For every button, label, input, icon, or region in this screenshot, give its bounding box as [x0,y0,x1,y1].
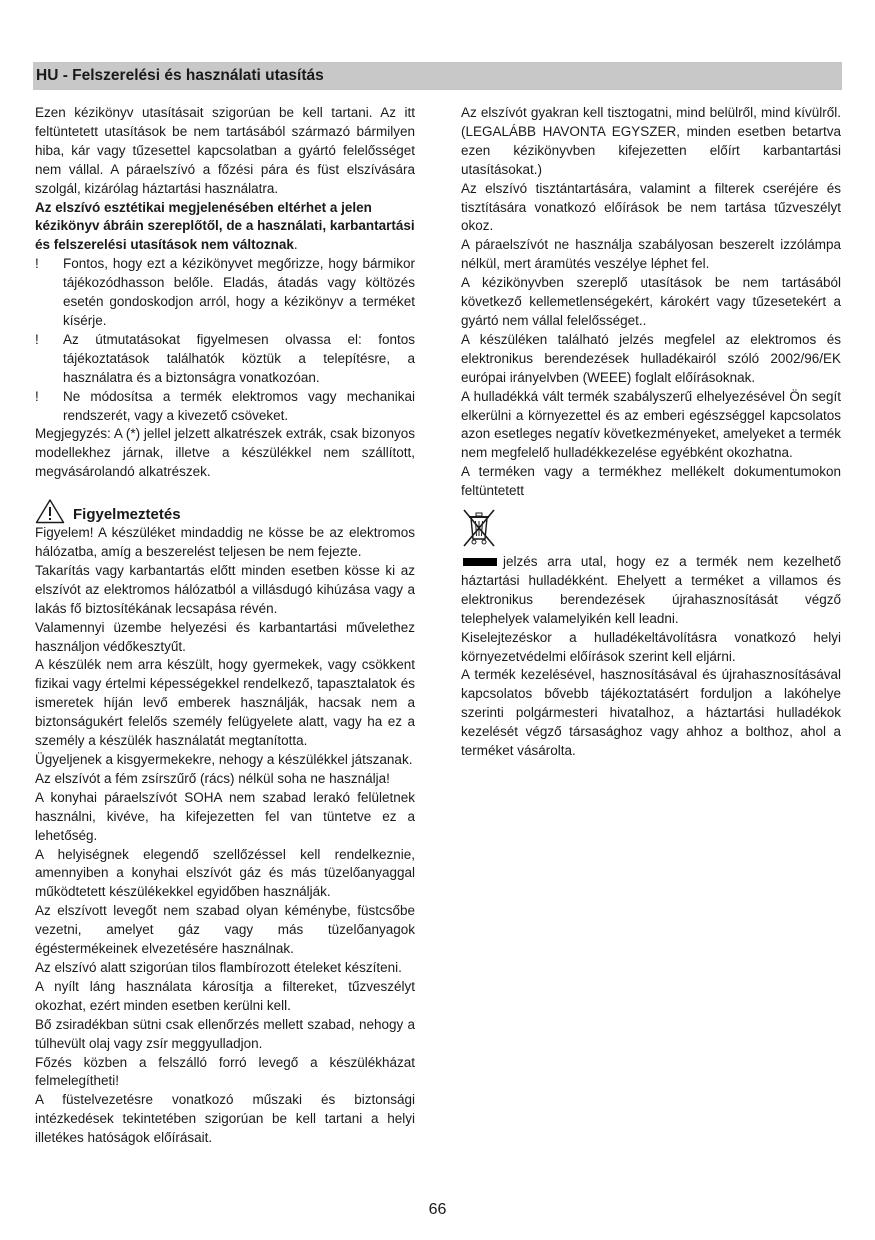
page-number: 66 [428,1201,447,1218]
section-header [33,62,842,90]
bullet-text: Ne módosítsa a termék elektromos vagy mechanikai rendszerét, vagy a kivezető csöveket. [63,388,415,423]
exclamation-mark: ! [35,388,39,404]
warning-paragraph: Figyelem! A készüléket mindaddig ne kösse be az elektromos hálózatba, amíg a beszerelést teljesen be nem fejezte. [35,525,415,560]
warning-title: Figyelmeztetés [73,506,181,524]
bullet-text: Fontos, hogy ezt a kézikönyvet megőrizze, hogy bármikor tájékozódhasson belőle. Eladás, átadás vagy költözés esetén gondoskodjon arról, hogy a kézikönyv a terméket kísérje. [63,256,415,328]
warning-paragraph: A nyílt láng használata károsítja a filtereket, tűzveszélyt okozhat, ezért minden esetben kerülni kell. [35,978,415,1013]
warning-paragraph: Az elszívót a fém zsírszűrő (rács) nélkül soha ne használja! [35,770,390,786]
weee-symbol [461,507,841,549]
warning-paragraph: A füstelvezetésre vonatkozó műszaki és biztonsági intézkedések tekintetében szigorúan be kell tartani a helyi illetékes hatóságok előírásait. [35,1092,415,1146]
crossed-out-bin-icon [461,507,497,549]
bullet-item [35,331,415,388]
note-paragraph: Megjegyzés: A (*) jellel jelzett alkatrészek extrák, csak bizonyos modellekhez járnak, illetve a készülékkel nem szállított, megvásárolandó alkatrészek. [35,426,415,480]
bullet-text: Az útmutatásokat figyelmesen olvassa el: fontos tájékoztatások találhatók köztük a telepítésre, a használatra és a biztonságra vonatkozóan. [63,331,415,385]
body-paragraph: Az elszívó tisztántartására, valamint a filterek cseréjére és tisztítására vonatkozó előírások be nem tartása tűzveszélyt okoz. [461,180,841,234]
exclamation-mark: ! [35,256,39,272]
warning-heading [35,498,415,524]
bullet-item [35,255,415,331]
bold-note-text: Az elszívó esztétikai megjelenésében eltérhet a jelen kézikönyv ábráin szereplőtől, de a használati, karbantartási és felszerelési utasítások nem változnak [35,199,415,253]
body-paragraph: A hulladékká vált termék szabályszerű elhelyezésével Ön segít elkerülni a környezettel és az emberi egészséggel kapcsolatos azon esetleges negatív következményeket, amelyeket a termék nem megfelelő hulladékkezelése egyébként okozhatna. [461,388,841,461]
warning-paragraph: Valamennyi üzembe helyezési és karbantartási művelethez használjon védőkesztyűt. [35,619,415,654]
body-paragraph: Az elszívót gyakran kell tisztogatni, mind belülről, mind kívülről. (LEGALÁBB HAVONTA EGYSZER, minden esetben betartva ezen kézikönyvben kifejezetten előírt karbantartási utasításokat.) [461,105,841,177]
warning-paragraph: A készülék nem arra készült, hogy gyermekek, vagy csökkent fizikai vagy értelmi képességekkel rendelkező, tapasztalatok és ismeretek híján levő emberek használják, hacsak nem a biztonságukért felelős személy felügyelete alatt, vagy ha ez a személy a készülék használatát megtanította. [35,657,415,749]
warning-paragraph: A helyiségnek elegendő szellőzéssel kell rendelkeznie, amennyiben a konyhai elszívót gáz és más tüzelőanyaggal működtetett készülékekkel egyidőben használják. [35,846,415,900]
warning-paragraph: Ügyeljenek a kisgyermekekre, nehogy a készülékkel játszanak. [35,752,413,767]
body-paragraph: A terméken vagy a termékhez mellékelt dokumentumokon feltüntetett [461,464,841,499]
exclamation-mark: ! [35,331,39,347]
warning-triangle-icon [35,498,65,524]
body-paragraph: A kézikönyvben szereplő utasítások be nem tartásából következő kellemetlenségekért, károkért vagy tűzesetekért a gyártó nem vállal felelősséget.. [461,275,841,328]
body-paragraph: A termék kezelésével, hasznosításával és újrahasznosításával kapcsolatos bővebb tájékoztatásért forduljon a lakóhelye szerinti polgármesteri hivatalhoz, a háztartási hulladékok kezelését végző társasághoz vagy ahhoz a bolthoz, ahol a terméket vásárolta. [461,667,841,759]
bold-note [35,199,415,256]
warning-paragraph: Főzés közben a felszálló forró levegő a készülékházat felmelegítheti! [35,1054,415,1089]
symbol-text: jelzés arra utal, hogy ez a termék nem kezelhető háztartási hulladékként. Ehelyett a terméket a villamos és elektronikus berendezések újrahasznosítását végző telephelyek valamelyikén kell leadni. [461,554,841,626]
warning-paragraph: Takarítás vagy karbantartás előtt minden esetben kösse ki az elszívót az elektromos hálózatból a villásdugó kihúzása vagy a lakás fő biztosítékának lecsapása révén. [35,562,415,616]
warning-paragraph: Az elszívó alatt szigorúan tilos flambírozott ételeket készíteni. [35,959,402,975]
intro-paragraph: Ezen kézikönyv utasításait szigorúan be kell tartani. Az itt feltüntetett utasítások be nem tartásából származó bármilyen hiba, kár vagy tűzesettel kapcsolatban a gyártó felelősséget nem vállal. A páraelszívó a főzési pára és füst elszívására szolgál, kizárólag háztartási használatra. [35,105,415,196]
body-paragraph: Kiselejtezéskor a hulladékeltávolításra vonatkozó helyi környezetvédelmi előírások szerint kell eljárni. [461,629,841,664]
bold-note-end: . [293,237,298,253]
warning-paragraph: Az elszívott levegőt nem szabad olyan kéménybe, füstcsőbe vezetni, amelyet gáz vagy más tüzelőanyagok égéstermékeinek elvezetésére használnak. [35,903,415,957]
black-bar-icon [463,558,497,566]
warning-paragraph: A konyhai páraelszívót SOHA nem szabad lerakó felületnek használni, kivéve, ha kifejezetten fel van tüntetve ez a lehetőség. [35,789,415,843]
left-column [35,104,415,1148]
body-paragraph: A páraelszívót ne használja szabályosan beszerelt izzólámpa nélkül, mert áramütés veszélye léphet fel. [461,237,841,272]
right-column [461,104,841,761]
warning-paragraph: Bő zsiradékban sütni csak ellenőrzés mellett szabad, nehogy a túlhevült olaj vagy zsír meggyulladjon. [35,1016,415,1051]
body-paragraph: A készüléken található jelzés megfelel az elektromos és elektronikus berendezések hulladékairól szóló 2002/96/EK európai irányelvben (WEEE) foglalt előírásoknak. [461,331,841,385]
section-title: HU - Felszerelési és használati utasítás [36,67,324,84]
symbol-paragraph [461,553,841,629]
bullet-item [35,388,415,426]
